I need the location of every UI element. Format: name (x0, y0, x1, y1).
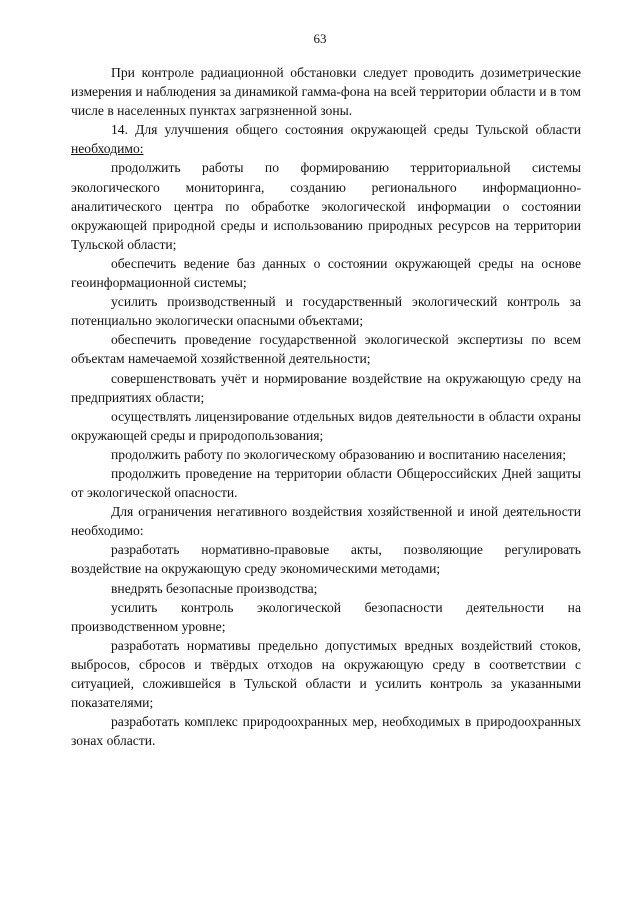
paragraph-expertise: обеспечить проведение государственной экологической экспертизы по всем объектам намечаемой хозяйственной деятельности; (71, 332, 581, 367)
paragraph-databases: обеспечить ведение баз данных о состоянии окружающей среды на основе геоинформационной системы; (71, 255, 581, 291)
paragraph-item-14 (71, 120, 581, 158)
paragraph-protection-days: продолжить проведение на территории области Общероссийских Дней защиты от экологической опасности. (71, 465, 581, 501)
paragraph-education: продолжить работу по экологическому образованию и воспитанию населения; (111, 446, 566, 462)
item-14-underlined: необходимо: (71, 141, 144, 157)
paragraph-norms: разработать нормативы предельно допустимых вредных воздействий стоков, выбросов, сбросов и твёрдых отходов на окружающую среду в соответствии с ситуацией, сложившейся в Тульской области и усилить контроль за указанными показателями; (71, 637, 581, 711)
paragraph-accounting: совершенствовать учёт и нормирование воздействие на окружающую среду на предприятиях области; (71, 370, 581, 405)
paragraph-radiation-control: При контроле радиационной обстановки следует проводить дозиметрические измерения и наблюдения за динамикой гамма-фона на всей территории области и в том числе в населенных пунктах загрязненной зоны. (71, 65, 581, 119)
paragraph-safety-control: усилить контроль экологической безопасности деятельности на производственном уровне; (71, 599, 581, 634)
paragraph-monitoring: продолжить работы по формированию территориальной системы экологического мониторинга, созданию регионального информационно-аналитического центра по обработке экологической информации о состоянии окружающей природной среды и использованию природных ресурсов на территории Тульской области; (71, 160, 581, 252)
paragraph-control: усилить производственный и государственный экологический контроль за потенциально экологически опасными объектами; (71, 294, 581, 329)
paragraph-licensing: осуществлять лицензирование отдельных видов деятельности в области охраны окружающей среды и природопользования; (71, 408, 581, 443)
paragraph-safe-production: внедрять безопасные производства; (111, 580, 318, 596)
paragraph-protection-measures: разработать комплекс природоохранных мер, необходимых в природоохранных зонах области. (71, 714, 581, 749)
document-body (71, 63, 581, 750)
paragraph-limitation-intro: Для ограничения негативного воздействия хозяйственной и иной деятельности необходимо: (71, 504, 581, 539)
item-14-text: 14. Для улучшения общего состояния окружающей среды Тульской области (111, 122, 581, 138)
page-number: 63 (313, 31, 327, 46)
paragraph-legal-acts: разработать нормативно-правовые акты, позволяющие регулировать воздействие на окружающую среду экономическими методами; (71, 542, 581, 577)
